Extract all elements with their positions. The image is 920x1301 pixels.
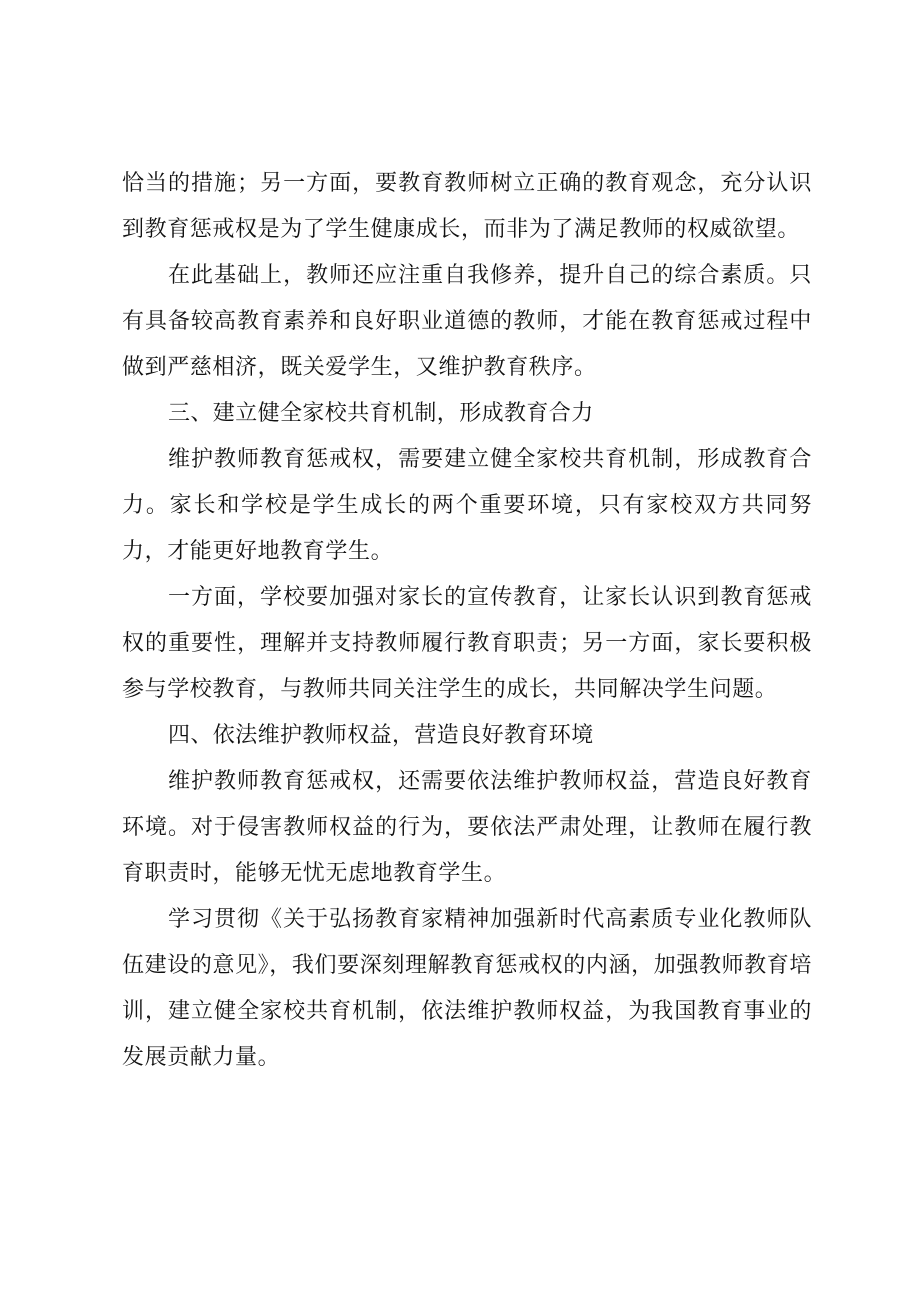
section-heading-3: 三、建立健全家校共育机制，形成教育合力 [168, 401, 594, 426]
paragraph-4: 一方面，学校要加强对家长的宣传教育，让家长认识到教育惩戒权的重要性，理解并支持教师履行教育职责；另一方面，家长要积极参与学校教育，与教师共同关注学生的成长，共同解决学生问题。 [122, 585, 812, 702]
paragraph-2: 在此基础上，教师还应注重自我修养，提升自己的综合素质。只有具备较高教育素养和良好职业道德的教师，才能在教育惩戒过程中做到严慈相济，既关爱学生，又维护教育秩序。 [122, 263, 812, 380]
section-heading-4: 四、依法维护教师权益，营造良好教育环境 [168, 723, 594, 748]
paragraph-1: 恰当的措施；另一方面，要教育教师树立正确的教育观念，充分认识到教育惩戒权是为了学生健康成长，而非为了满足教师的权威欲望。 [122, 171, 812, 242]
document-body [122, 161, 812, 1081]
paragraph-5: 维护教师教育惩戒权，还需要依法维护教师权益，营造良好教育环境。对于侵害教师权益的行为，要依法严肃处理，让教师在履行教育职责时，能够无忧无虑地教育学生。 [122, 769, 812, 886]
paragraph-6: 学习贯彻《关于弘扬教育家精神加强新时代高素质专业化教师队伍建设的意见》，我们要深刻理解教育惩戒权的内涵，加强教师教育培训，建立健全家校共育机制，依法维护教师权益，为我国教育事业的发展贡献力量。 [122, 907, 812, 1070]
paragraph-3: 维护教师教育惩戒权，需要建立健全家校共育机制，形成教育合力。家长和学校是学生成长的两个重要环境，只有家校双方共同努力，才能更好地教育学生。 [122, 447, 812, 564]
